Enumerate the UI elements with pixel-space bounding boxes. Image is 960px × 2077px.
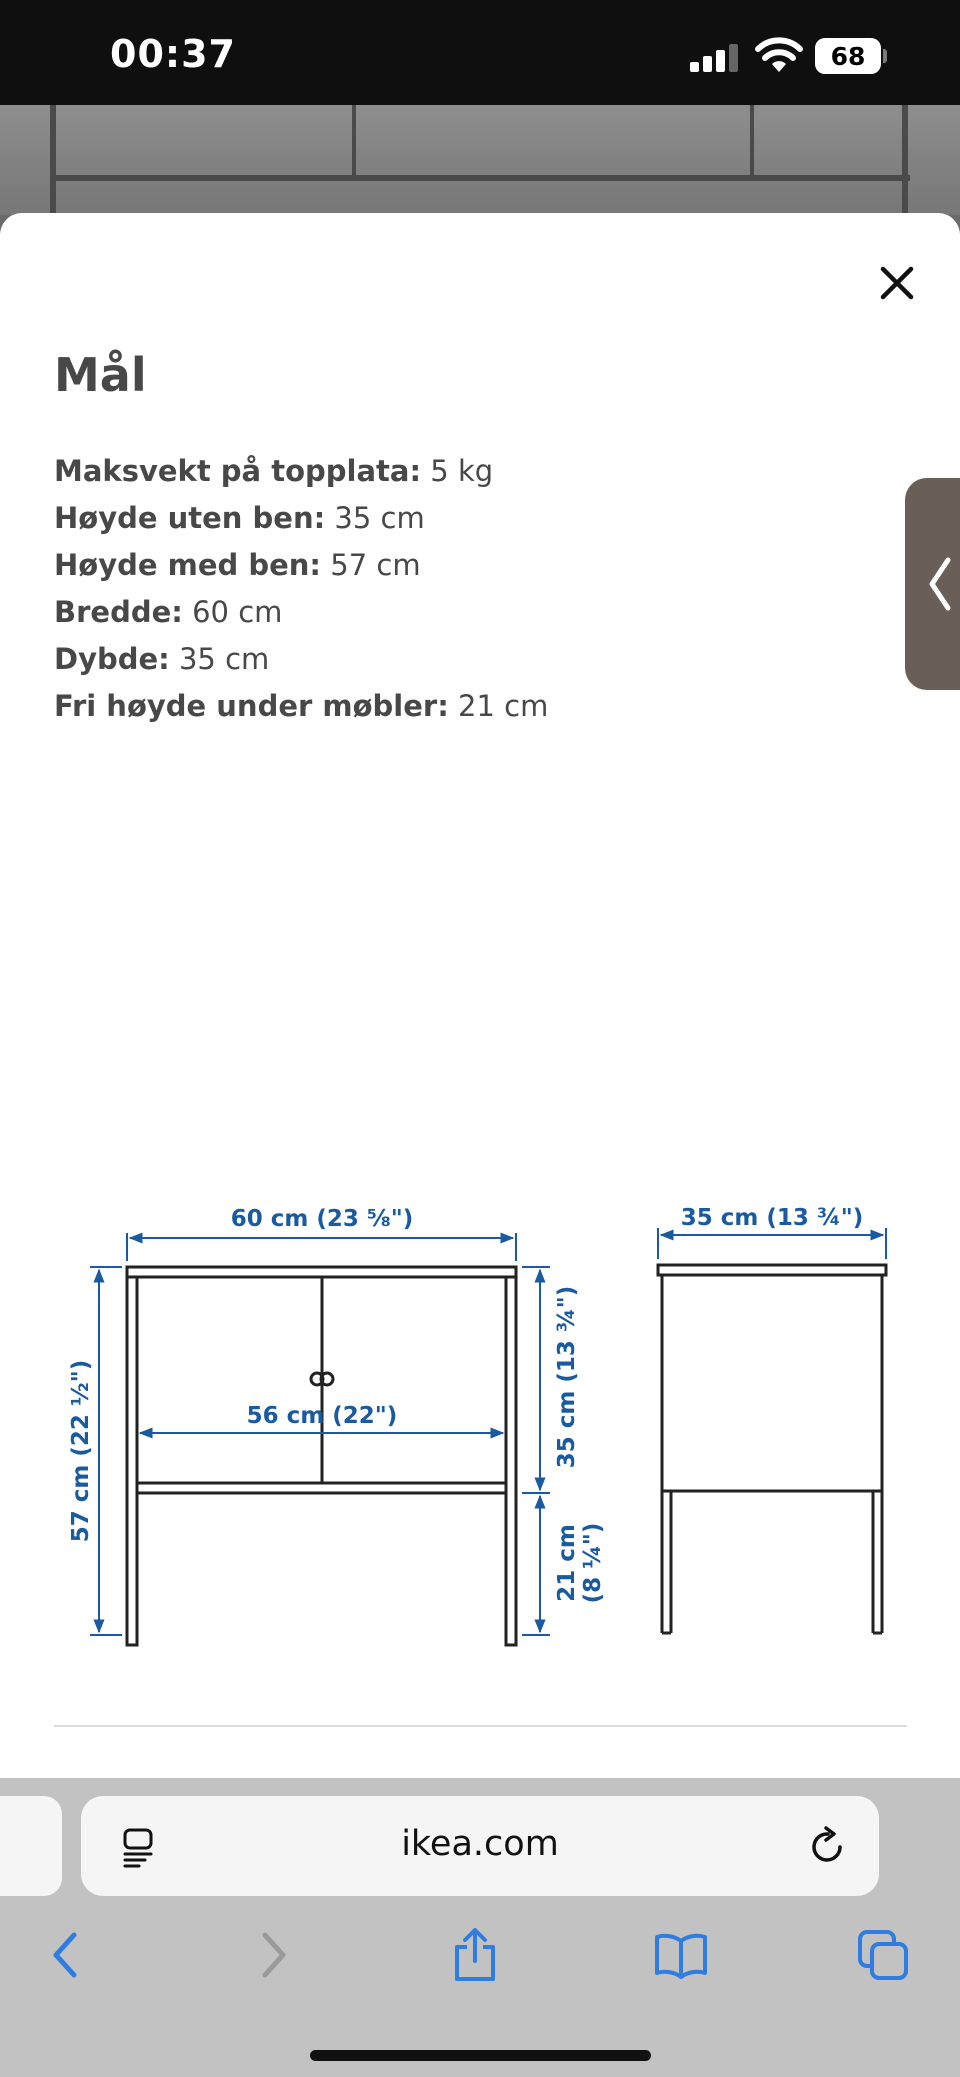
total-height-label: 57 cm (22 ½") [68, 1359, 94, 1543]
cellular-signal-icon [690, 44, 742, 72]
status-bar [0, 0, 960, 105]
spec-item: Høyde uten ben: 35 cm [54, 501, 425, 535]
tabs-icon [856, 1928, 910, 1982]
battery-level: 68 [815, 38, 881, 74]
spec-item: Dybde: 35 cm [54, 642, 270, 676]
wifi-icon [755, 36, 803, 74]
tabs-button[interactable] [852, 1924, 914, 1986]
reload-icon[interactable] [807, 1826, 849, 1868]
leg-height-label-line1: 21 cm [554, 1524, 580, 1602]
bookmarks-icon [653, 1931, 709, 1979]
battery-icon [815, 38, 887, 74]
spec-item: Høyde med ben: 57 cm [54, 548, 421, 582]
inner-width-label: 56 cm (22") [246, 1403, 398, 1429]
sheet-title: Mål [54, 348, 147, 402]
front-view [127, 1267, 516, 1645]
close-icon [880, 266, 914, 300]
spec-list [54, 448, 548, 730]
spec-item: Fri høyde under møbler: 21 cm [54, 689, 549, 723]
depth-label: 35 cm (13 ¾") [680, 1205, 864, 1231]
share-button[interactable] [444, 1924, 506, 1986]
body-height-label: 35 cm (13 ¾") [554, 1285, 580, 1469]
back-icon [48, 1931, 82, 1979]
spec-item: Maksvekt på topplata: 5 kg [54, 454, 494, 488]
background-product-photo [0, 105, 960, 215]
dimension-lines [90, 1228, 886, 1635]
forward-button[interactable] [243, 1924, 305, 1986]
side-panel-tab[interactable] [905, 478, 960, 690]
battery-tip [883, 49, 887, 63]
status-time: 00:37 [110, 32, 236, 76]
leg-height-label-line2: (8 ¼") [580, 1522, 606, 1604]
close-button[interactable] [872, 258, 922, 308]
home-indicator [310, 2050, 651, 2061]
spec-item: Bredde: 60 cm [54, 595, 283, 629]
side-view [658, 1265, 886, 1633]
url-text[interactable]: ikea.com [401, 1824, 559, 1864]
back-button[interactable] [34, 1924, 96, 1986]
bookmarks-button[interactable] [650, 1924, 712, 1986]
divider [54, 1725, 907, 1727]
chevron-left-icon [926, 556, 954, 612]
browser-toolbar [0, 1778, 960, 2077]
address-bar[interactable] [81, 1796, 879, 1896]
share-icon [451, 1927, 499, 1983]
dimensions-sheet [0, 213, 960, 1778]
forward-icon [257, 1931, 291, 1979]
dimension-drawing [0, 983, 960, 1683]
previous-tab-preview[interactable] [0, 1796, 62, 1896]
width-label: 60 cm (23 ⅝") [230, 1206, 414, 1232]
